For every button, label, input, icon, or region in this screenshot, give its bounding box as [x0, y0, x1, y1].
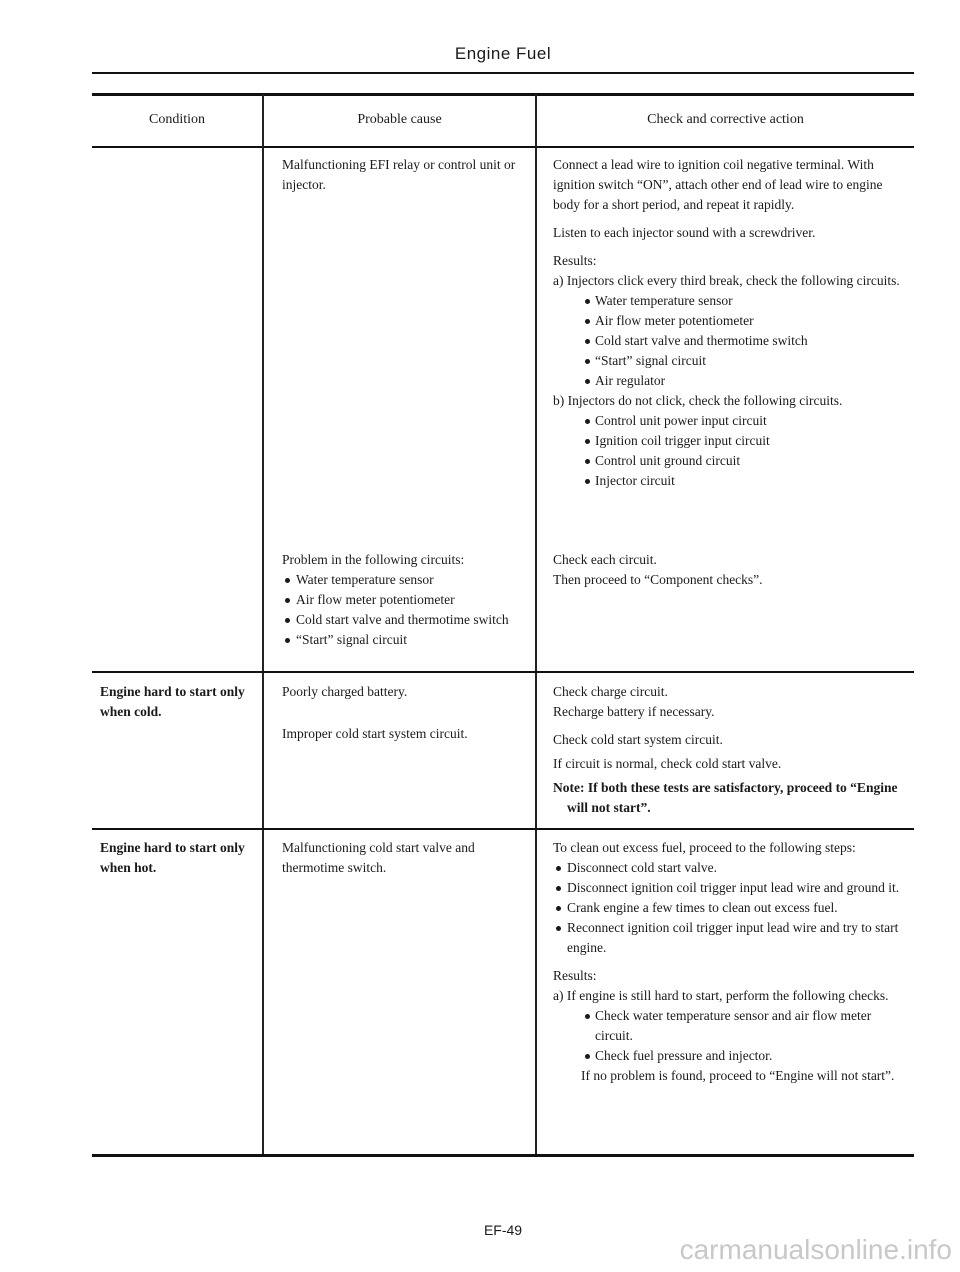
row3-cause: Malfunctioning cold start valve and thermotime switch. [282, 840, 475, 875]
row1-result-b-item: Injector circuit [567, 471, 905, 491]
row2-note: Note: If both these tests are satisfactory, proceed to “Engine will not start”. [553, 780, 898, 815]
row3-step: Disconnect ignition coil trigger input lead wire and ground it. [553, 878, 905, 898]
row1-action-listen: Listen to each injector sound with a screwdriver. [553, 225, 816, 240]
row1-cause-2-text: Problem in the following circuits: [282, 552, 465, 567]
row1-cause-2-item: Air flow meter potentiometer [282, 590, 520, 610]
column-header-probable-cause: Probable cause [357, 112, 442, 127]
header-row-rule-mid [264, 146, 535, 148]
row1-action-block [553, 155, 905, 491]
header-row-rule-right [537, 146, 914, 148]
row2-action-valve: If circuit is normal, check cold start valve. [553, 756, 782, 771]
row1-cause-1 [282, 155, 520, 195]
row2-cause-1: Poorly charged battery. [282, 684, 408, 699]
row3-step: Disconnect cold start valve. [553, 858, 905, 878]
column-header-condition: Condition [148, 112, 205, 127]
column-divider-2 [535, 94, 537, 1156]
row1-results-label: Results: [553, 253, 597, 268]
row2-condition: Engine hard to start only when cold. [100, 684, 245, 719]
row-rule-2 [92, 828, 914, 830]
row3-final: If no problem is found, proceed to “Engine will not start”. [581, 1068, 895, 1083]
row3-condition: Engine hard to start only when hot. [100, 840, 245, 875]
table-bottom-rule [92, 1154, 914, 1157]
row1-cause-1-text: Malfunctioning EFI relay or control unit or injector. [282, 157, 516, 192]
row3-step: Crank engine a few times to clean out excess fuel. [553, 898, 905, 918]
row1-action-lead-wire: Connect a lead wire to ignition coil negative terminal. With ignition switch “ON”, attach other end of lead wire to engine body for a short period, and repeat it rapidly. [553, 157, 883, 212]
row1-cause-2-item: Water temperature sensor [282, 570, 520, 590]
row1-result-b: b) Injectors do not click, check the following circuits. [553, 393, 843, 408]
row1-result-b-item: Ignition coil trigger input circuit [567, 431, 905, 451]
row-rule-1 [92, 671, 914, 673]
header-row-rule-left [92, 146, 262, 148]
row2-action-block [553, 682, 905, 818]
page-header-title: Engine Fuel [454, 44, 552, 63]
row1-result-a-item: Cold start valve and thermotime switch [567, 331, 905, 351]
page-number: EF-49 [483, 1222, 523, 1238]
row1-result-a-item: Water temperature sensor [567, 291, 905, 311]
row1-action-3-line1: Check each circuit. [553, 552, 657, 567]
row3-result-a: a) If engine is still hard to start, perform the following checks. [553, 988, 889, 1003]
row3-result-a-item: Check fuel pressure and injector. [567, 1046, 905, 1066]
row1-cause-2 [282, 550, 520, 650]
header-rule [92, 72, 914, 74]
column-header-corrective-action: Check and corrective action [647, 112, 804, 127]
row3-result-a-item: Check water temperature sensor and air flow meter circuit. [567, 1006, 905, 1046]
row2-action-cold-start: Check cold start system circuit. [553, 732, 723, 747]
row3-step: Reconnect ignition coil trigger input lead wire and try to start engine. [553, 918, 905, 958]
row1-result-b-item: Control unit ground circuit [567, 451, 905, 471]
row1-result-b-item: Control unit power input circuit [567, 411, 905, 431]
row1-result-a: a) Injectors click every third break, check the following circuits. [553, 273, 900, 288]
table-top-rule [92, 93, 914, 96]
column-divider-1 [262, 94, 264, 1156]
row1-action-3-line2: Then proceed to “Component checks”. [553, 572, 763, 587]
row1-result-a-item: Air regulator [567, 371, 905, 391]
row2-action-charge: Check charge circuit. [553, 684, 668, 699]
row1-result-a-item: Air flow meter potentiometer [567, 311, 905, 331]
row1-action-3 [553, 550, 905, 590]
row3-action-block [553, 838, 905, 1086]
row1-result-a-item: “Start” signal circuit [567, 351, 905, 371]
row1-cause-2-item: Cold start valve and thermotime switch [282, 610, 520, 630]
row2-action-recharge: Recharge battery if necessary. [553, 704, 715, 719]
row1-cause-2-item: “Start” signal circuit [282, 630, 520, 650]
row3-results-label: Results: [553, 968, 597, 983]
row2-cause-2: Improper cold start system circuit. [282, 726, 468, 741]
watermark-text: carmanualsonline.info [679, 1234, 952, 1265]
row3-intro: To clean out excess fuel, proceed to the following steps: [553, 840, 856, 855]
